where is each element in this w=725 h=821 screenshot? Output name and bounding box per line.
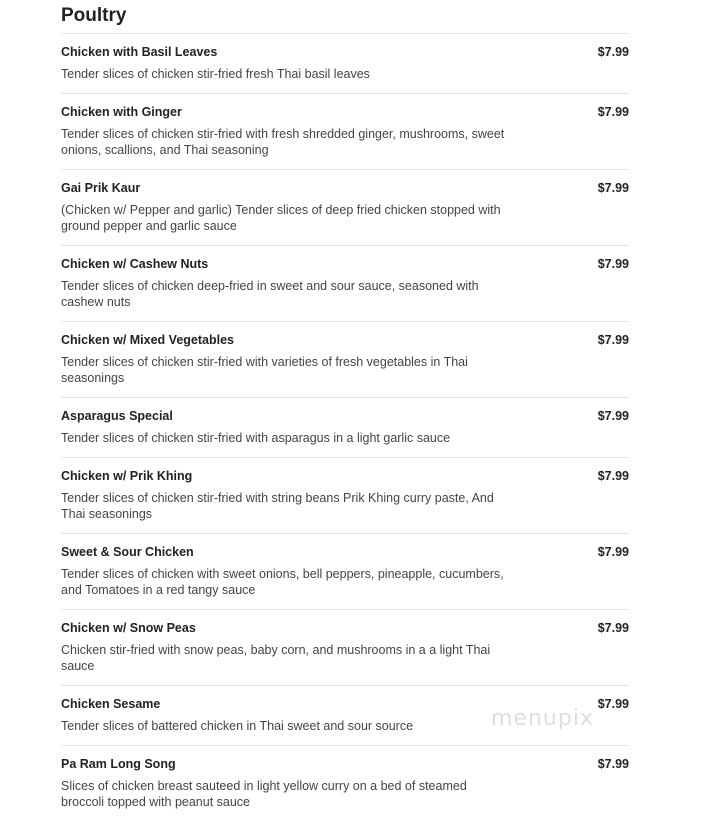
menu-item-description: Tender slices of chicken stir-fried fresh Thai basil leaves <box>61 67 370 81</box>
menu-item <box>61 686 629 746</box>
menu-item-header <box>61 332 629 348</box>
menu-item-price: $7.99 <box>597 545 629 559</box>
menu-item <box>61 34 629 94</box>
menu-item-name: Chicken w/ Mixed Vegetables <box>61 333 234 347</box>
menu-item-name: Pa Ram Long Song <box>61 757 176 771</box>
menu-item-header <box>61 620 629 636</box>
menu-item-price: $7.99 <box>597 621 629 635</box>
menu-item-name: Chicken w/ Cashew Nuts <box>61 257 209 271</box>
menu-item-header <box>61 756 629 772</box>
menu-item-price: $7.99 <box>597 757 629 771</box>
menu-item-price: $7.99 <box>597 333 629 347</box>
menu-item <box>61 398 629 458</box>
menu-item-header <box>61 696 629 712</box>
menu-item-header <box>61 256 629 272</box>
menu-item <box>61 610 629 686</box>
menu-item <box>61 458 629 534</box>
menu-item-price: $7.99 <box>597 697 629 711</box>
menu-item <box>61 746 629 821</box>
menu-item-header <box>61 544 629 560</box>
menu-item-list <box>61 33 629 821</box>
menu-item <box>61 322 629 398</box>
menu-item-description: (Chicken w/ Pepper and garlic) Tender slices of deep fried chicken stopped with ground pepper and garlic sauce <box>61 203 501 233</box>
menupix-watermark: menupix <box>491 706 594 731</box>
menu-item <box>61 246 629 322</box>
menu-item-description: Tender slices of battered chicken in Thai sweet and sour source <box>61 719 414 733</box>
menu-item-price: $7.99 <box>597 105 629 119</box>
menu-item-header <box>61 180 629 196</box>
menu-item-price: $7.99 <box>597 181 629 195</box>
menu-item-name: Chicken w/ Prik Khing <box>61 469 193 483</box>
menu-item-header <box>61 408 629 424</box>
menu-item <box>61 170 629 246</box>
menu-item-header <box>61 44 629 60</box>
menu-item-name: Gai Prik Kaur <box>61 181 141 195</box>
menu-item-name: Chicken with Basil Leaves <box>61 45 218 59</box>
menu-item <box>61 94 629 170</box>
menu-item-description: Tender slices of chicken stir-fried with asparagus in a light garlic sauce <box>61 431 451 445</box>
menu-item-description: Slices of chicken breast sauteed in light yellow curry on a bed of steamed broccoli topped with peanut sauce <box>61 779 467 809</box>
menu-item-name: Sweet & Sour Chicken <box>61 545 194 559</box>
menu-item-description: Tender slices of chicken stir-fried with string beans Prik Khing curry paste, And Thai seasonings <box>61 491 494 521</box>
menu-item-price: $7.99 <box>597 45 629 59</box>
menu-item-description: Tender slices of chicken with sweet onions, bell peppers, pineapple, cucumbers, and Tomatoes in a red tangy sauce <box>61 567 504 597</box>
menu-item-price: $7.99 <box>597 409 629 423</box>
menu-item-name: Chicken Sesame <box>61 697 161 711</box>
menu-item-header <box>61 468 629 484</box>
menu-item-description: Tender slices of chicken stir-fried with varieties of fresh vegetables in Thai seasonings <box>61 355 468 385</box>
menu-item-name: Asparagus Special <box>61 409 173 423</box>
section-title: Poultry <box>61 5 127 26</box>
menu-item <box>61 534 629 610</box>
menu-item-price: $7.99 <box>597 257 629 271</box>
menu-item-description: Tender slices of chicken stir-fried with fresh shredded ginger, mushrooms, sweet onions, scallions, and Thai seasoning <box>61 127 505 157</box>
menu-item-price: $7.99 <box>597 469 629 483</box>
menu-item-header <box>61 104 629 120</box>
menu-item-name: Chicken with Ginger <box>61 105 182 119</box>
menu-item-name: Chicken w/ Snow Peas <box>61 621 196 635</box>
menu-item-description: Chicken stir-fried with snow peas, baby corn, and mushrooms in a a light Thai sauce <box>61 643 491 673</box>
menu-page <box>61 0 629 821</box>
menu-item-description: Tender slices of chicken deep-fried in sweet and sour sauce, seasoned with cashew nuts <box>61 279 479 309</box>
